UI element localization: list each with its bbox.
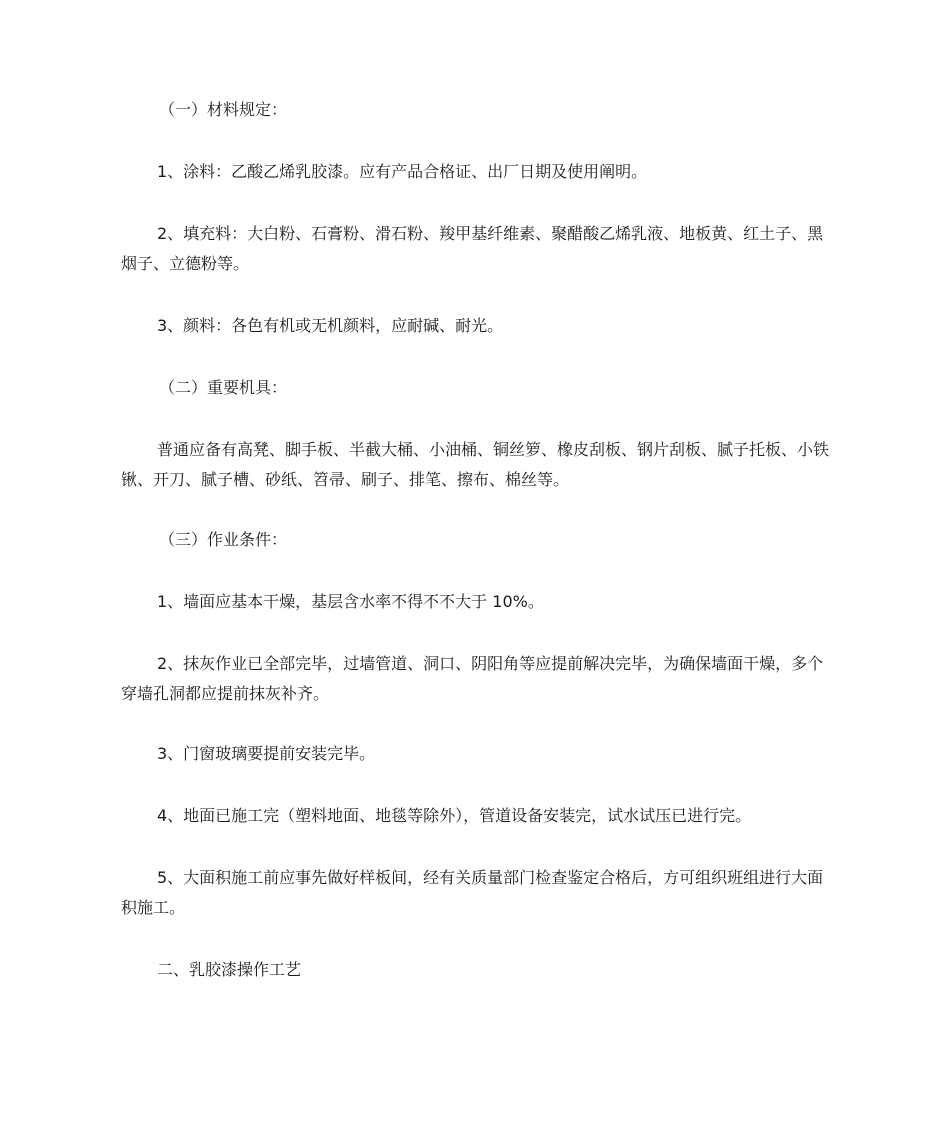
section-heading-materials: （一）材料规定：: [159, 100, 288, 119]
paragraph-condition-4: 4、地面已施工完（塑料地面、地毯等除外），管道设备安装完，试水试压已进行完。: [157, 806, 752, 825]
paragraph-filler: 2、填充料：大白粉、石膏粉、滑石粉、羧甲基纤维素、聚醋酸乙烯乳液、地板黄、红土子、黑烟子、立德粉等。: [121, 224, 824, 273]
paragraph-tools-list: 普通应备有高凳、脚手板、半截大桶、小油桶、铜丝箩、橡皮刮板、钢片刮板、腻子托板、小铁锹、开刀、腻子槽、砂纸、笤帚、刷子、排笔、擦布、棉丝等。: [121, 440, 830, 489]
paragraph-condition-5: 5、大面积施工前应事先做好样板间，经有关质量部门检查鉴定合格后，方可组织班组进行大面积施工。: [121, 868, 824, 917]
section-heading-tools: （二）重要机具：: [159, 378, 288, 397]
section-heading-conditions: （三）作业条件：: [159, 530, 288, 549]
paragraph-condition-1: 1、墙面应基本干燥，基层含水率不得不不大于 10%。: [157, 592, 544, 611]
paragraph-condition-3: 3、门窗玻璃要提前安装完毕。: [157, 744, 376, 763]
section-heading-process: 二、乳胶漆操作工艺: [157, 960, 302, 979]
paragraph-coating: 1、涂料：乙酸乙烯乳胶漆。应有产品合格证、出厂日期及使用阐明。: [157, 162, 648, 181]
paragraph-pigment: 3、颜料：各色有机或无机颜料，应耐碱、耐光。: [157, 316, 504, 335]
paragraph-condition-2: 2、抹灰作业已全部完毕，过墙管道、洞口、阴阳角等应提前解决完毕，为确保墙面干燥，多个穿墙孔洞都应提前抹灰补齐。: [121, 654, 824, 703]
